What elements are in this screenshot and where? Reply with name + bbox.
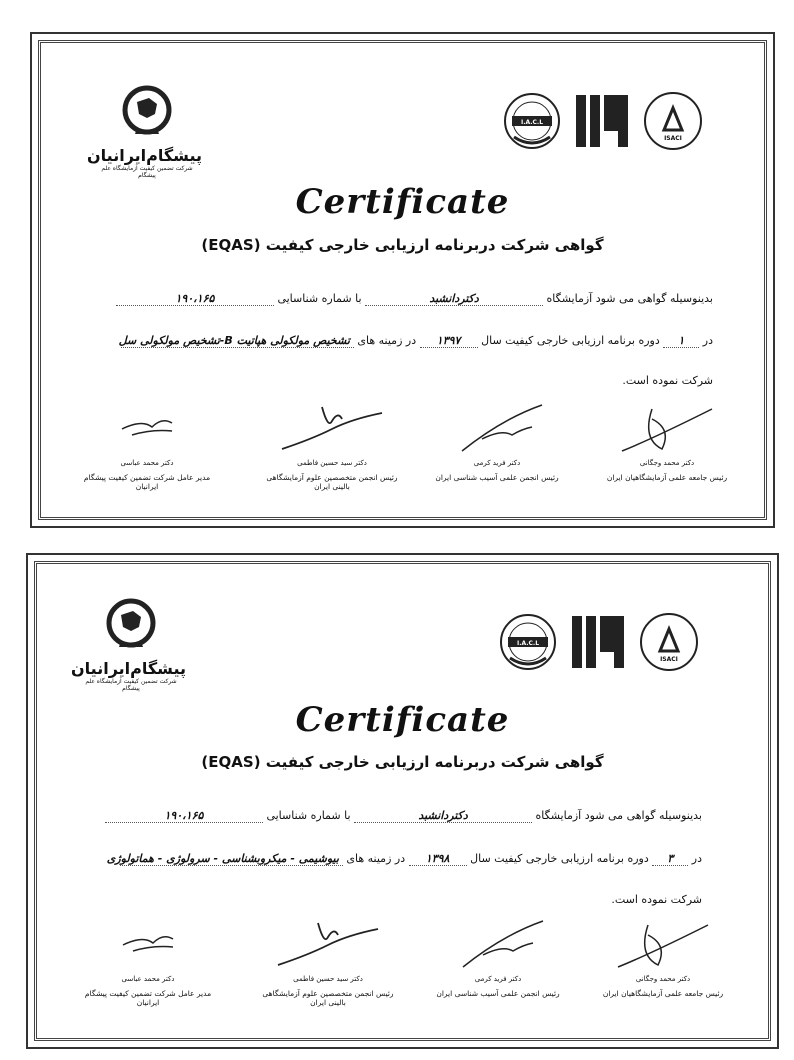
pishgam-logo [71, 597, 186, 692]
program-field: تشخیص مولکولی هپاتیت B-تشخیص مولکولی سل [121, 334, 354, 348]
signatory-role: رئیس جامعه علمی آزمایشگاهیان ایران [602, 989, 724, 998]
line2-prefix: در [691, 852, 702, 865]
signature-block-4 [72, 399, 222, 491]
id-number: ۱۹۰،۱۶۵ [105, 809, 263, 823]
association-logos [498, 611, 700, 673]
certificate-title: Certificate [295, 700, 510, 740]
isaci-seal-icon [642, 90, 704, 152]
certificate-subtitle: گواهی شرکت دربرنامه ارزیابی خارجی کیفیت (EQAS) [201, 236, 604, 254]
signatory-role: مدیر عامل شرکت تضمین کیفیت پیشگام ایرانیان [84, 989, 212, 1007]
certificate-title: Certificate [295, 182, 510, 222]
lab-name: دکتردانشبد [365, 292, 543, 306]
brand-name: پیشگام‌ایرانیان [87, 146, 202, 165]
brand-tagline: شرکت تضمین کیفیت آزمایشگاه علم پیشگام [85, 678, 177, 692]
association-logos [502, 90, 704, 152]
line1-prefix: بدینوسیله گواهی می شود آزمایشگاه [535, 809, 702, 822]
signature-block-2 [422, 399, 572, 482]
certificate-line-1 [116, 292, 713, 306]
signature-block-3 [253, 915, 403, 1007]
signature-block-2 [423, 915, 573, 998]
certificate-subtitle: گواهی شرکت دربرنامه ارزیابی خارجی کیفیت (EQAS) [201, 753, 604, 771]
signature-4-icon [93, 915, 203, 975]
signatory-name: دکتر سید حسین فاطمی [297, 459, 367, 467]
round-number: ۱ [663, 334, 699, 348]
round-number: ۳ [652, 852, 688, 866]
signatory-role: رئیس انجمن علمی آسیب شناسی ایران [436, 989, 560, 998]
signature-3-icon [272, 399, 392, 459]
line2-mid: دوره برنامه ارزیابی خارجی کیفیت سال [470, 852, 649, 865]
signature-4-icon [92, 399, 202, 459]
signatory-role: مدیر عامل شرکت تضمین کیفیت پیشگام ایرانیان [83, 473, 211, 491]
program-year: ۱۳۹۷ [420, 334, 478, 348]
iran-map-logo-icon [103, 597, 159, 653]
signatory-role: رئیس انجمن علمی آسیب شناسی ایران [435, 473, 559, 482]
brand-name: پیشگام‌ایرانیان [71, 659, 186, 678]
signature-block-3 [257, 399, 407, 491]
line1-mid: با شماره شناسایی [277, 292, 362, 305]
certificate-line-2 [106, 852, 702, 866]
signature-block-1 [592, 399, 742, 482]
pishgam-logo [87, 84, 202, 179]
iran-map-logo-icon [119, 84, 175, 140]
signature-1-icon [612, 399, 722, 459]
signatory-role: رئیس انجمن متخصصین علوم آزمایشگاهی بالینی ایران [266, 473, 398, 491]
signatory-role: رئیس انجمن متخصصین علوم آزمایشگاهی بالینی ایران [262, 989, 394, 1007]
line1-prefix: بدینوسیله گواهی می شود آزمایشگاه [546, 292, 713, 305]
signatory-name: دکتر محمد وجگانی [635, 975, 691, 983]
iacl-label: I.A.C.L [516, 640, 540, 647]
iacl-seal-icon [502, 91, 562, 151]
signature-2-icon [442, 399, 552, 459]
signatory-name: دکتر محمد عباسی [120, 459, 174, 467]
line2-mid2: در زمینه های [346, 852, 406, 865]
program-year: ۱۳۹۸ [409, 852, 467, 866]
eaba-logo-icon [568, 612, 628, 672]
certificate-line-1 [105, 809, 702, 823]
line2-mid: دوره برنامه ارزیابی خارجی کیفیت سال [481, 334, 660, 347]
certificate-1 [30, 32, 775, 528]
signature-block-1 [588, 915, 738, 998]
isaci-label: ISACI [660, 656, 678, 663]
isaci-seal-icon [638, 611, 700, 673]
lab-name: دکتردانشبد [354, 809, 532, 823]
line2-mid2: در زمینه های [357, 334, 417, 347]
signatory-name: دکتر فرید کرمی [473, 459, 521, 467]
signature-1-icon [608, 915, 718, 975]
line1-mid: با شماره شناسایی [266, 809, 351, 822]
line2-prefix: در [702, 334, 713, 347]
brand-tagline: شرکت تضمین کیفیت آزمایشگاه علم پیشگام [101, 165, 193, 179]
certificate-line-3: شرکت نموده است. [611, 893, 702, 906]
iacl-seal-icon [498, 612, 558, 672]
certificate-2 [26, 553, 779, 1049]
certificate-line-3: شرکت نموده است. [622, 374, 713, 387]
signature-2-icon [443, 915, 553, 975]
signatory-name: دکتر محمد وجگانی [639, 459, 695, 467]
certificate-line-2 [118, 334, 713, 348]
iacl-label: I.A.C.L [520, 119, 544, 126]
program-field: بیوشیمی - میکروبشناسی - سرولوژی - هماتولوژی [120, 852, 343, 866]
eaba-logo-icon [572, 91, 632, 151]
signature-block-4 [73, 915, 223, 1007]
signatory-name: دکتر سید حسین فاطمی [293, 975, 363, 983]
signatory-name: دکتر محمد عباسی [121, 975, 175, 983]
signatory-role: رئیس جامعه علمی آزمایشگاهیان ایران [606, 473, 728, 482]
signature-3-icon [268, 915, 388, 975]
isaci-label: ISACI [664, 135, 682, 142]
id-number: ۱۹۰،۱۶۵ [116, 292, 274, 306]
signatory-name: دکتر فرید کرمی [474, 975, 522, 983]
